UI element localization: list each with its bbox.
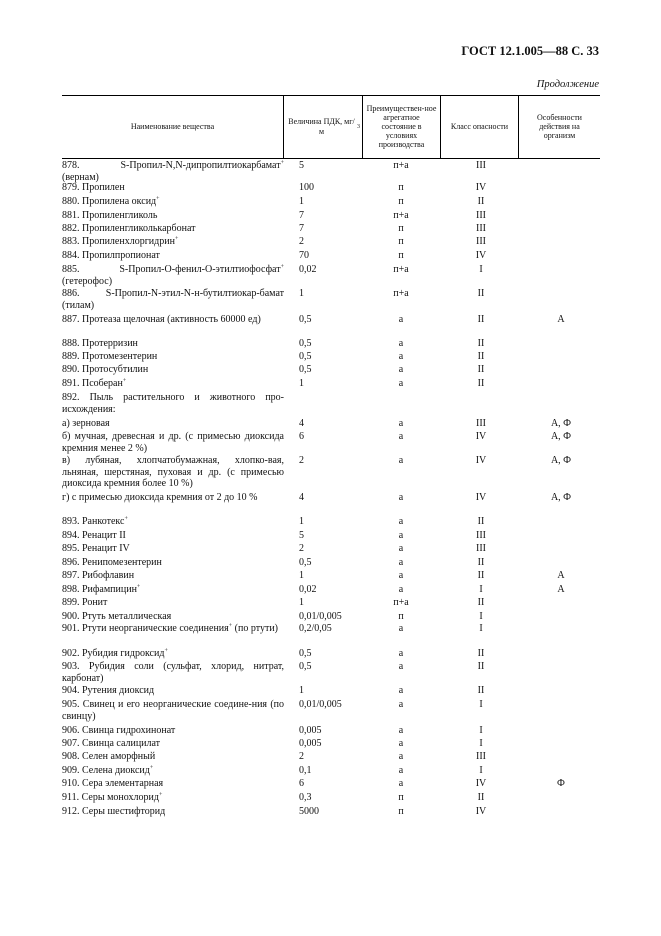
cell-hazard: III	[476, 160, 486, 171]
cell-pdk: 6	[299, 431, 304, 442]
cell-features: А	[557, 314, 565, 325]
cell-hazard: I	[479, 611, 483, 622]
cell-hazard: I	[479, 765, 483, 776]
cell-hazard: I	[479, 264, 483, 275]
cell-name: 886. S-Пропил-N-этил-N-н-бутилтиокар-бамат (тилам)	[62, 288, 284, 311]
cell-name: 878. S-Пропил-N,N-дипропилтиокарбамат+ (вернам)	[62, 160, 284, 183]
cell-hazard: II	[477, 338, 485, 349]
cell-hazard: II	[477, 570, 485, 581]
cell-state: а	[398, 455, 404, 466]
cell-hazard: II	[477, 685, 485, 696]
cell-pdk: 4	[299, 418, 304, 429]
cell-pdk: 5000	[299, 806, 319, 817]
cell-hazard: IV	[475, 431, 487, 442]
col-header-hazard: Класс опасности	[450, 121, 509, 131]
cell-state: а	[398, 418, 404, 429]
cell-hazard: I	[479, 584, 483, 595]
cell-state: а	[398, 699, 404, 710]
cell-name: 910. Сера элементарная	[62, 778, 164, 789]
cell-state: п+а	[393, 210, 409, 221]
cell-state: а	[398, 492, 404, 503]
cell-features: А, Ф	[550, 418, 572, 429]
cell-name: 904. Рутения диоксид	[62, 685, 155, 696]
cell-name: 888. Протерризин	[62, 338, 138, 349]
cell-state: а	[398, 378, 404, 389]
cell-hazard: III	[476, 223, 486, 234]
cell-hazard: II	[477, 288, 485, 299]
cell-state: а	[398, 738, 404, 749]
cell-state: а	[398, 623, 404, 634]
cell-pdk: 1	[299, 685, 304, 696]
cell-pdk: 0,005	[299, 738, 322, 749]
cell-hazard: IV	[475, 778, 487, 789]
cell-state: п	[398, 611, 404, 622]
cell-pdk: 6	[299, 778, 304, 789]
cell-name: 901. Ртути неорганические соединения+ (по ртути)	[62, 623, 278, 634]
cell-hazard: II	[477, 196, 485, 207]
cell-hazard: II	[477, 351, 485, 362]
cell-features: Ф	[557, 778, 565, 789]
cell-hazard: III	[476, 530, 486, 541]
cell-state: а	[398, 338, 404, 349]
cell-pdk: 0,1	[299, 765, 312, 776]
cell-hazard: I	[479, 738, 483, 749]
cell-state: а	[398, 364, 404, 375]
cell-name: 912. Серы шестифторид	[62, 806, 166, 817]
cell-state: п	[398, 223, 404, 234]
cell-pdk: 0,02	[299, 264, 317, 275]
cell-pdk: 0,5	[299, 557, 312, 568]
header-bottom-rule	[62, 158, 600, 159]
cell-name: 897. Рибофлавин	[62, 570, 135, 581]
cell-pdk: 0,5	[299, 364, 312, 375]
cell-name: 892. Пыль растительного и животного про-исхождения:	[62, 392, 284, 415]
cell-hazard: II	[477, 648, 485, 659]
cell-state: а	[398, 351, 404, 362]
cell-state: а	[398, 516, 404, 527]
cell-pdk: 5	[299, 160, 304, 171]
cell-hazard: II	[477, 314, 485, 325]
cell-name: 894. Ренацит II	[62, 530, 126, 541]
page-header: ГОСТ 12.1.005—88 С. 33	[461, 44, 599, 58]
cell-hazard: IV	[475, 250, 487, 261]
cell-name: б) мучная, древесная и др. (с примесью диоксида кремния менее 2 %)	[62, 431, 284, 454]
col-header-features: Особенности действия на организм	[537, 112, 582, 141]
cell-state: п+а	[393, 160, 409, 171]
cell-name: 896. Ренипомезентерин	[62, 557, 162, 568]
cell-pdk: 5	[299, 530, 304, 541]
cell-pdk: 4	[299, 492, 304, 503]
cell-state: п+а	[393, 597, 409, 608]
cell-pdk: 0,5	[299, 648, 312, 659]
cell-name: 879. Пропилен	[62, 182, 125, 193]
cell-pdk: 1	[299, 288, 304, 299]
cell-name: 887. Протеаза щелочная (активность 60000 ед)	[62, 314, 261, 325]
cell-features: А, Ф	[550, 455, 572, 466]
cell-pdk: 2	[299, 543, 304, 554]
cell-hazard: I	[479, 623, 483, 634]
cell-pdk: 0,01/0,005	[299, 699, 342, 710]
cell-hazard: II	[477, 364, 485, 375]
cell-pdk: 1	[299, 516, 304, 527]
cell-pdk: 0,5	[299, 338, 312, 349]
cell-features: А	[557, 584, 565, 595]
cell-hazard: II	[477, 516, 485, 527]
cell-hazard: II	[477, 661, 485, 672]
cell-features: А, Ф	[550, 492, 572, 503]
cell-state: а	[398, 314, 404, 325]
cell-name: а) зерновая	[62, 418, 110, 429]
cell-name: 891. Псоберан+	[62, 378, 127, 389]
cell-pdk: 0,3	[299, 792, 312, 803]
cell-pdk: 1	[299, 378, 304, 389]
cell-pdk: 100	[299, 182, 314, 193]
cell-pdk: 70	[299, 250, 309, 261]
cell-state: а	[398, 765, 404, 776]
cell-name: 884. Пропилпропионат	[62, 250, 160, 261]
cell-name: 883. Пропиленхлоргидрин+	[62, 236, 179, 247]
col-header-state: Преимуществен-ное агрегатное состояние в условиях производства	[366, 103, 437, 150]
cell-name: 895. Ренацит IV	[62, 543, 130, 554]
cell-state: а	[398, 725, 404, 736]
cell-hazard: II	[477, 792, 485, 803]
cell-name: 880. Пропилена оксид+	[62, 196, 160, 207]
cell-pdk: 1	[299, 196, 304, 207]
cell-features: А	[557, 570, 565, 581]
cell-name: 881. Пропиленгликоль	[62, 210, 158, 221]
cell-name: 885. S-Пропил-О-фенил-О-этилтиофосфат+ (гетерофос)	[62, 264, 284, 287]
cell-name: 909. Селена диоксид+	[62, 765, 154, 776]
cell-name: 908. Селен аморфный	[62, 751, 156, 762]
cell-hazard: III	[476, 210, 486, 221]
cell-state: а	[398, 570, 404, 581]
cell-state: а	[398, 751, 404, 762]
cell-name: 902. Рубидия гидроксид+	[62, 648, 168, 659]
cell-state: п	[398, 196, 404, 207]
cell-state: п	[398, 236, 404, 247]
cell-name: 889. Протомезентерин	[62, 351, 158, 362]
cell-hazard: III	[476, 543, 486, 554]
cell-state: п	[398, 250, 404, 261]
cell-state: а	[398, 778, 404, 789]
cell-state: а	[398, 431, 404, 442]
cell-state: а	[398, 685, 404, 696]
cell-name: 898. Рифампицин+	[62, 584, 141, 595]
cell-hazard: III	[476, 236, 486, 247]
cell-name: г) с примесью диоксида кремния от 2 до 10 %	[62, 492, 258, 503]
cell-name: 890. Протосубтилин	[62, 364, 149, 375]
cell-pdk: 2	[299, 751, 304, 762]
cell-hazard: IV	[475, 806, 487, 817]
cell-state: п+а	[393, 288, 409, 299]
cell-name: 893. Ранкотекс+	[62, 516, 128, 527]
cell-pdk: 0,02	[299, 584, 317, 595]
col-header-pdk: Величина ПДК, мг/м 3	[288, 117, 360, 136]
cell-name: 907. Свинца салицилат	[62, 738, 161, 749]
cell-pdk: 0,2/0,05	[299, 623, 332, 634]
cell-state: а	[398, 661, 404, 672]
cell-state: а	[398, 584, 404, 595]
cell-pdk: 0,5	[299, 661, 312, 672]
cell-name: 911. Серы монохлорид+	[62, 792, 163, 803]
cell-hazard: IV	[475, 492, 487, 503]
cell-pdk: 1	[299, 597, 304, 608]
cell-hazard: II	[477, 597, 485, 608]
cell-state: п	[398, 182, 404, 193]
cell-hazard: III	[476, 418, 486, 429]
cell-hazard: I	[479, 725, 483, 736]
cell-hazard: IV	[475, 455, 487, 466]
cell-hazard: IV	[475, 182, 487, 193]
cell-pdk: 2	[299, 236, 304, 247]
cell-state: п	[398, 792, 404, 803]
cell-pdk: 0,01/0,005	[299, 611, 342, 622]
cell-pdk: 7	[299, 210, 304, 221]
cell-hazard: II	[477, 378, 485, 389]
cell-name: 899. Ронит	[62, 597, 108, 608]
cell-hazard: III	[476, 751, 486, 762]
cell-pdk: 1	[299, 570, 304, 581]
cell-pdk: 7	[299, 223, 304, 234]
cell-state: а	[398, 530, 404, 541]
cell-state: п+а	[393, 264, 409, 275]
cell-state: а	[398, 543, 404, 554]
cell-hazard: II	[477, 557, 485, 568]
continuation-label: Продолжение	[536, 79, 599, 90]
cell-state: а	[398, 557, 404, 568]
cell-name: 882. Пропиленгликолькарбонат	[62, 223, 196, 234]
cell-name: 903. Рубидия соли (сульфат, хлорид, нитрат, карбонат)	[62, 661, 284, 684]
cell-pdk: 0,5	[299, 314, 312, 325]
col-header-name: Наименование вещества	[130, 121, 215, 131]
cell-pdk: 2	[299, 455, 304, 466]
cell-hazard: I	[479, 699, 483, 710]
cell-name: 906. Свинца гидрохинонат	[62, 725, 176, 736]
cell-name: в) лубяная, хлопчатобумажная, хлопко-вая, льняная, шерстяная, пуховая и др. (с примесью диоксида кремния более 10 %)	[62, 455, 284, 489]
cell-name: 900. Ртуть металлическая	[62, 611, 172, 622]
cell-state: а	[398, 648, 404, 659]
cell-pdk: 0,5	[299, 351, 312, 362]
cell-name: 905. Свинец и его неорганические соедине-ния (по свинцу)	[62, 699, 284, 722]
cell-pdk: 0,005	[299, 725, 322, 736]
cell-state: п	[398, 806, 404, 817]
cell-features: А, Ф	[550, 431, 572, 442]
